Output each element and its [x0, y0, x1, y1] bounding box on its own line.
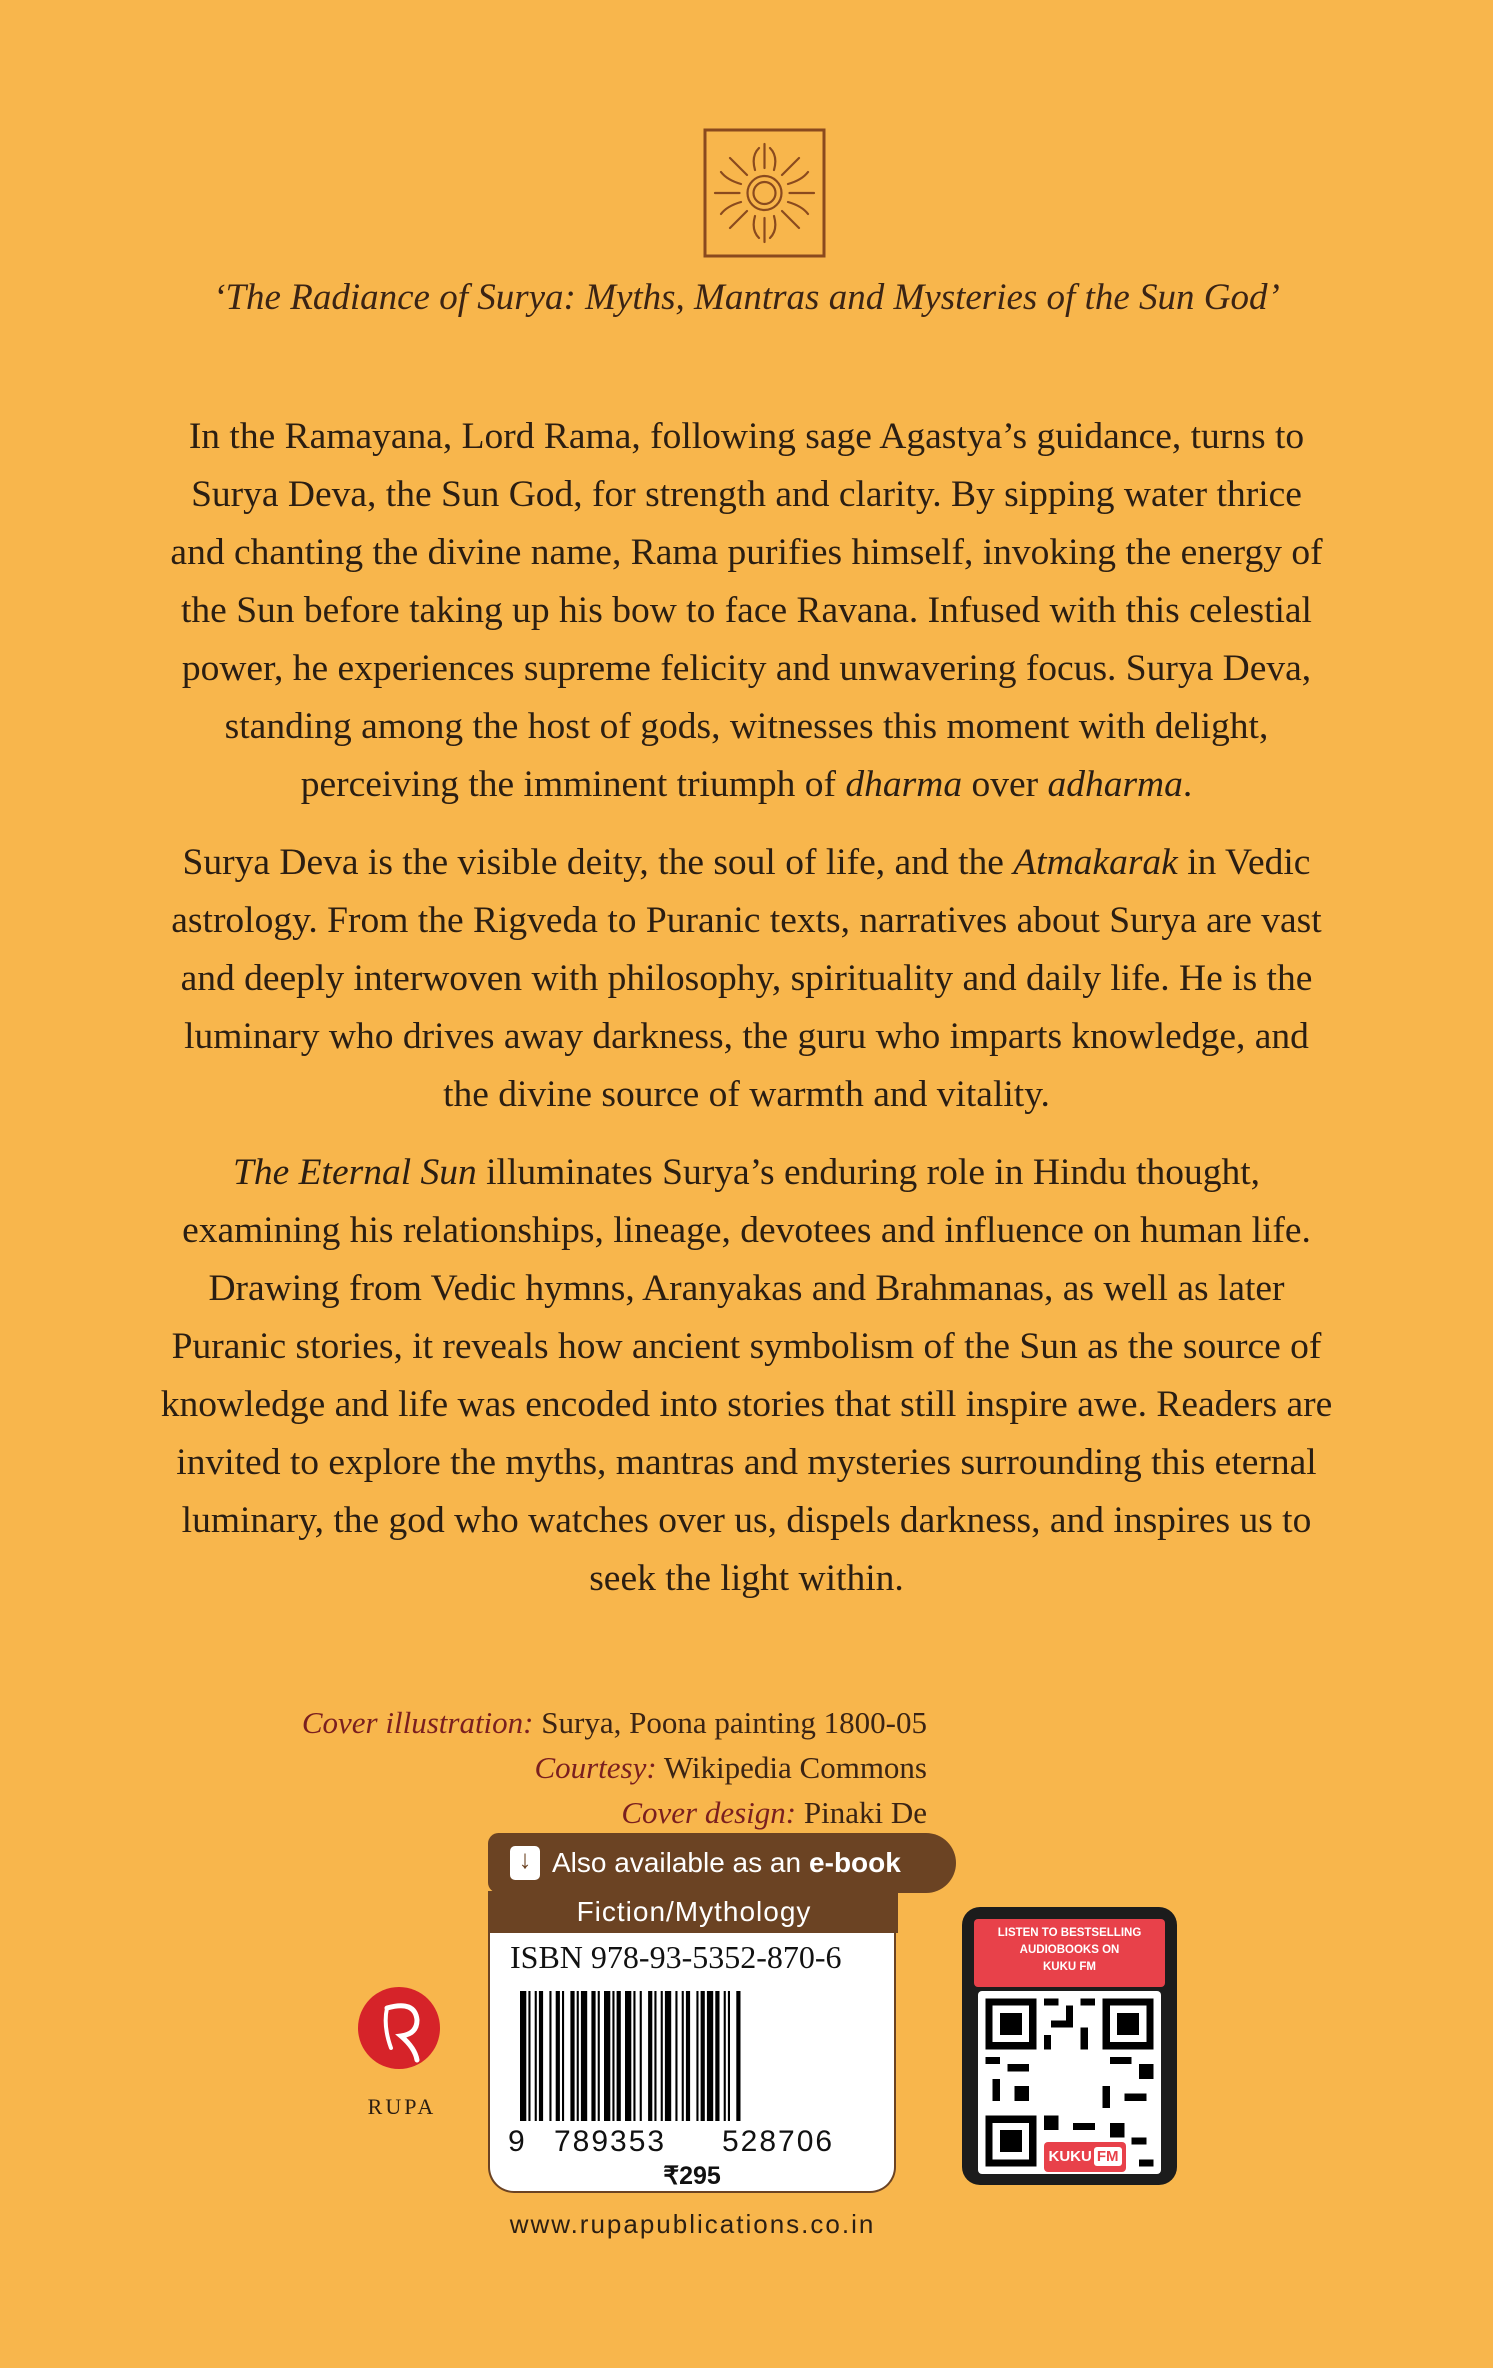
barcode-bar	[736, 1991, 740, 2121]
isbn-text: ISBN 978-93-5352-870-6	[510, 1939, 842, 1975]
kuku-fm-heading: LISTEN TO BESTSELLING AUDIOBOOKS ON KUKU FM	[974, 1919, 1165, 1987]
barcode-bar	[591, 1991, 595, 2121]
barcode-bar	[665, 1991, 671, 2121]
kuku-fm-qr-card	[962, 1907, 1177, 2185]
barcode-bar	[535, 1991, 537, 2121]
barcode	[490, 1991, 894, 2121]
barcode-bar	[686, 1991, 690, 2121]
barcode-bar	[625, 1991, 631, 2121]
barcode-bar	[661, 1991, 663, 2121]
barcode-bar	[562, 1991, 564, 2121]
blurb-paragraph-1: In the Ramayana, Lord Rama, following sage Agastya’s guidance, turns to Surya Deva, the Sun God, for strength and clarity. By sipping water thrice and chanting the divine name, Rama purifies himself, invoking the energy of the Sun before taking up his bow to face Ravana. Infused with this celestial power, he experiences supreme felicity and unwavering focus. Surya Deva, standing among the host of gods, witnesses this moment with delight, perceiving the imminent triumph of dharma over adharma.	[170, 416, 1323, 805]
publisher-website[interactable]: www.rupapublications.co.in	[509, 2209, 876, 2239]
barcode-bar	[528, 1991, 530, 2121]
barcode-bar	[648, 1991, 652, 2121]
barcode-bar	[633, 1991, 635, 2121]
barcode-bar	[728, 1991, 730, 2121]
genre-label: Fiction/Mythology	[490, 1891, 898, 1933]
barcode-card	[488, 1891, 896, 2193]
barcode-bar	[549, 1991, 551, 2121]
barcode-bar	[654, 1991, 656, 2121]
rupa-logo-icon	[357, 1986, 441, 2070]
blurb-paragraph-2: Surya Deva is the visible deity, the soul of life, and the Atmakarak in Vedic astrology. From the Rigveda to Puranic texts, narratives about Surya are vast and deeply interwoven with philosophy, spirituality and daily life. He is the luminary who drives away darkness, the guru who imparts knowledge, and the divine source of warmth and vitality.	[171, 842, 1322, 1115]
barcode-bar	[556, 1991, 560, 2121]
qr-code[interactable]	[978, 1991, 1161, 2174]
barcode-bar	[682, 1991, 684, 2121]
credit-line: Cover design: Pinaki De	[621, 1795, 927, 1830]
price: ₹295	[663, 2162, 721, 2190]
barcode-digit-first: 9	[508, 2125, 525, 2158]
barcode-bar	[520, 1991, 526, 2121]
barcode-bar	[604, 1991, 610, 2121]
barcode-bar	[570, 1991, 574, 2121]
barcode-bar	[598, 1991, 600, 2121]
credits	[300, 1700, 927, 1835]
barcode-bar	[715, 1991, 719, 2121]
blurb-paragraph-3: The Eternal Sun illuminates Surya’s enduring role in Hindu thought, examining his relationships, lineage, devotees and influence on human life. Drawing from Vedic hymns, Aranyakas and Brahmanas, as well as later Puranic stories, it reveals how ancient symbolism of the Sun as the source of knowledge and life was encoded into stories that still inspire awe. Readers are invited to explore the myths, mantras and mysteries surrounding this eternal luminary, the god who watches over us, dispels darkness, and inspires us to seek the light within.	[160, 1152, 1333, 1599]
barcode-bar	[696, 1991, 698, 2121]
barcode-bar	[612, 1991, 614, 2121]
barcode-bar	[581, 1991, 587, 2121]
barcode-digits-right: 528706	[722, 2125, 835, 2158]
barcode-bar	[640, 1991, 642, 2121]
tagline: ‘The Radiance of Surya: Myths, Mantras and Mysteries of the Sun God’	[213, 277, 1280, 318]
kuku-fm-logo: KUKU FM	[1044, 2142, 1126, 2172]
barcode-bar	[724, 1991, 726, 2121]
download-icon	[510, 1846, 540, 1880]
barcode-bar	[701, 1991, 705, 2121]
credit-line: Courtesy: Wikipedia Commons	[534, 1750, 927, 1785]
sun-emblem-icon	[703, 128, 826, 258]
blurb	[160, 408, 1333, 1628]
ebook-banner: ↓ Also available as an e-book	[488, 1833, 956, 1893]
barcode-bar	[577, 1991, 579, 2121]
publisher-name: RUPA	[367, 2094, 437, 2119]
barcode-bar	[617, 1991, 621, 2121]
credit-line: Cover illustration: Surya, Poona painting 1800-05	[301, 1705, 927, 1740]
barcode-bar	[539, 1991, 543, 2121]
barcode-digits-left: 789353	[554, 2125, 667, 2158]
barcode-bar	[675, 1991, 677, 2121]
barcode-bar	[707, 1991, 713, 2121]
